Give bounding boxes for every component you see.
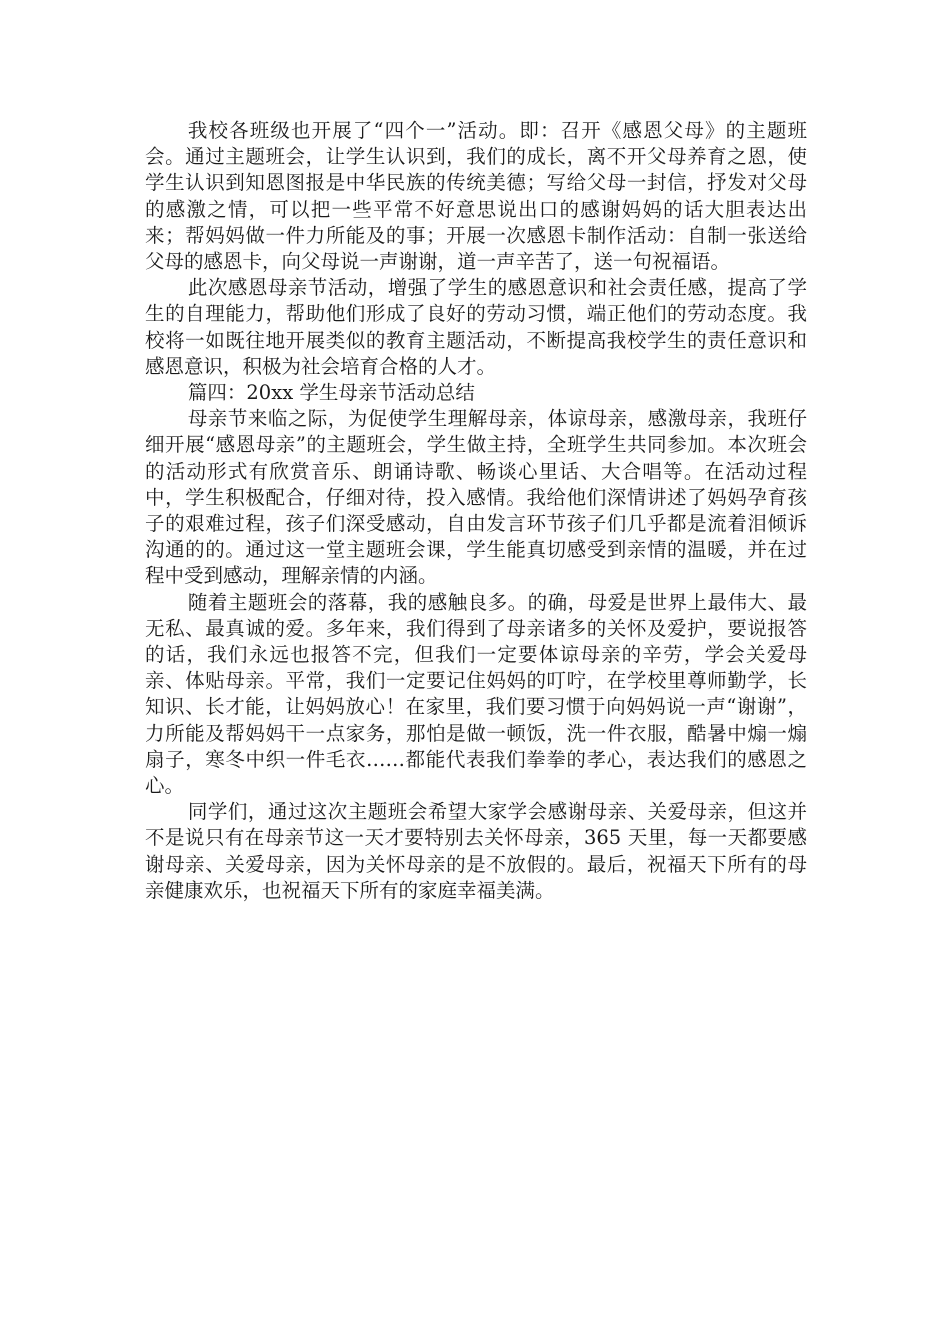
paragraph-reflection: 随着主题班会的落幕，我的感触良多。的确，母爱是世界上最伟大、最无私、最真诚的爱。多年来，我们得到了母亲诸多的关怀及爱护，要说报答的话，我们永远也报答不完，但我们一定要体谅母亲的辛劳，学会关爱母亲、体贴母亲。平常，我们一定要记住妈妈的叮咛，在学校里尊师勤学，长知识、长才能，让妈妈放心！在家里，我们要习惯于向妈妈说一声“谢谢”，力所能及帮妈妈干一点家务，那怕是做一顿饭，洗一件衣服，酷暑中煽一煽扇子，寒冬中织一件毛衣……都能代表我们拳拳的孝心，表达我们的感恩之心。 [145, 590, 807, 798]
paragraph-class-meeting: 母亲节来临之际，为促使学生理解母亲，体谅母亲，感激母亲，我班仔细开展“感恩母亲”的主题班会，学生做主持，全班学生共同参加。本次班会的活动形式有欣赏音乐、朗诵诗歌、畅谈心里话、大合唱等。在活动过程中，学生积极配合，仔细对待，投入感情。我给他们深情讲述了妈妈孕育孩子的艰难过程，孩子们深受感动，自由发言环节孩子们几乎都是流着泪倾诉沟通的的。通过这一堂主题班会课，学生能真切感受到亲情的温暖，并在过程中受到感动，理解亲情的内涵。 [145, 407, 807, 588]
paragraph-activity-results: 此次感恩母亲节活动，增强了学生的感恩意识和社会责任感，提高了学生的自理能力，帮助他们形成了良好的劳动习惯，端正他们的劳动态度。我校将一如既往地开展类似的教育主题活动，不断提高我校学生的责任意识和感恩意识，积极为社会培育合格的人才。 [145, 276, 807, 378]
paragraph-four-ones-activity: 我校各班级也开展了“四个一”活动。即：召开《感恩父母》的主题班会。通过主题班会，让学生认识到，我们的成长，离不开父母养育之恩，使学生认识到知恩图报是中华民族的传统美德；写给父母一封信，抒发对父母的感激之情，可以把一些平常不好意思说出口的感谢妈妈的话大胆表达出来；帮妈妈做一件力所能及的事；开展一次感恩卡制作活动：自制一张送给父母的感恩卡，向父母说一声谢谢，道一声辛苦了，送一句祝福语。 [145, 119, 807, 274]
section-heading: 篇四：20xx 学生母亲节活动总结 [187, 381, 475, 405]
paragraph-closing: 同学们，通过这次主题班会希望大家学会感谢母亲、关爱母亲，但这并不是说只有在母亲节这一天才要特别去关怀母亲，365 天里，每一天都要感谢母亲、关爱母亲，因为关怀母亲的是不放假的。最后，祝福天下所有的母亲健康欢乐，也祝福天下所有的家庭幸福美满。 [145, 800, 807, 902]
document-page [145, 118, 807, 904]
